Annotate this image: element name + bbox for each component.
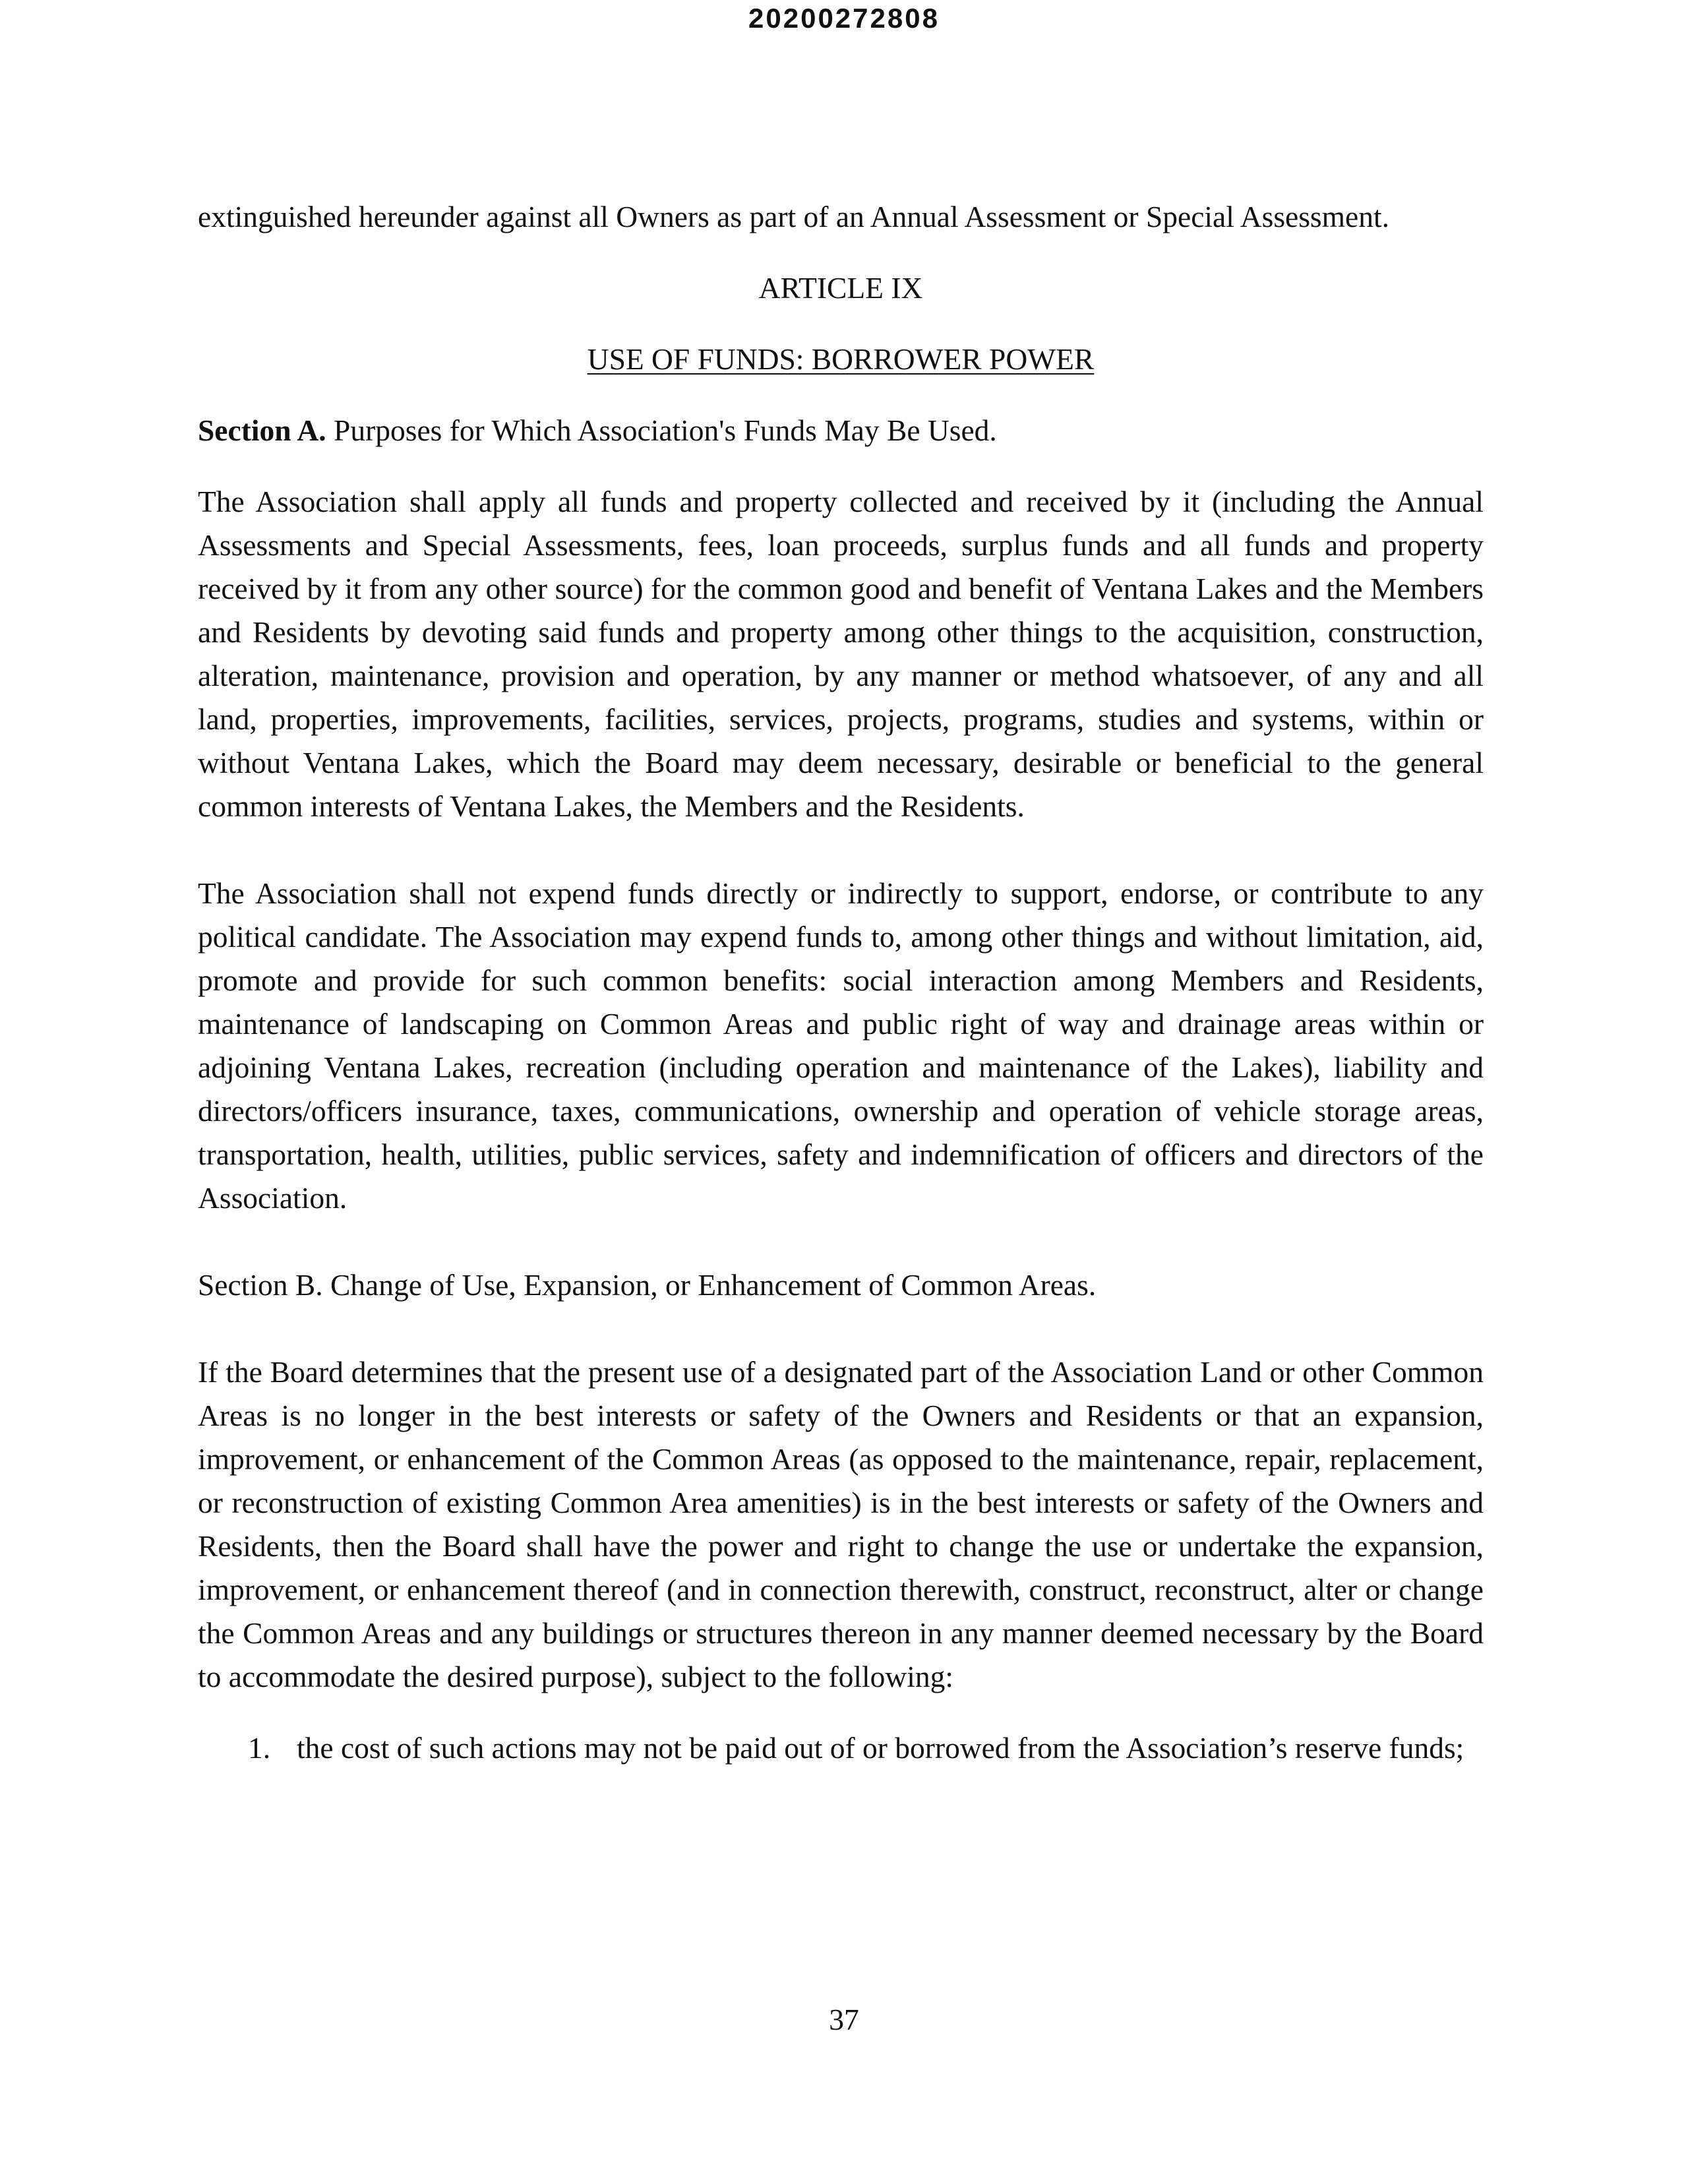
section-b-heading: Section B. Change of Use, Expansion, or Enhancement of Common Areas. [198, 1268, 1097, 1302]
intro-paragraph: extinguished hereunder against all Owners as part of an Annual Assessment or Special Assessment. [198, 200, 1389, 233]
article-subtitle-text: USE OF FUNDS: BORROWER POWER [587, 342, 1095, 376]
section-a-title: Purposes for Which Association's Funds May Be Used. [326, 413, 997, 447]
document-body [198, 195, 1484, 1770]
article-title: ARTICLE IX [758, 271, 923, 305]
list-item-text: the cost of such actions may not be paid out of or borrowed from the Association’s reserve funds; [297, 1731, 1464, 1765]
article-subtitle [198, 338, 1484, 381]
document-number: 20200272808 [748, 3, 940, 34]
section-a-paragraph-2: The Association shall not expend funds directly or indirectly to support, endorse, or contribute to any political candidate. The Association may expend funds to, among other things and without limitation, aid, promote and provide for such common benefits: social interaction among Members and Residents, maintenance of landscaping on Common Areas and public right of way and drainage areas within or adjoining Ventana Lakes, recreation (including operation and maintenance of the Lakes), liability and directors/officers insurance, taxes, communications, ownership and operation of vehicle storage areas, transportation, health, utilities, public services, safety and indemnification of officers and directors of the Association. [198, 876, 1484, 1215]
section-a-paragraph-1: The Association shall apply all funds and property collected and received by it (including the Annual Assessments and Special Assessments, fees, loan proceeds, surplus funds and all funds and property received by it from any other source) for the common good and benefit of Ventana Lakes and the Members and Residents by devoting said funds and property among other things to the acquisition, construction, alteration, maintenance, provision and operation, by any manner or method whatsoever, of any and all land, properties, improvements, facilities, services, projects, programs, studies and systems, within or without Ventana Lakes, which the Board may deem necessary, desirable or beneficial to the general common interests of Ventana Lakes, the Members and the Residents. [198, 485, 1484, 823]
list-item-number: 1. [248, 1731, 271, 1765]
section-b-paragraph-1: If the Board determines that the present use of a designated part of the Association Land or other Common Areas is no longer in the best interests or safety of the Owners and Residents or that an expansion, improvement, or enhancement of the Common Areas (as opposed to the maintenance, repair, replacement, or reconstruction of existing Common Area amenities) is in the best interests or safety of the Owners and Residents, then the Board shall have the power and right to change the use or undertake the expansion, improvement, or enhancement thereof (and in connection therewith, construct, reconstruct, alter or change the Common Areas and any buildings or structures thereon in any manner deemed necessary by the Board to accommodate the desired purpose), subject to the following: [198, 1355, 1484, 1693]
section-a-heading [198, 409, 1484, 452]
list-item [198, 1726, 1484, 1770]
page-number: 37 [829, 2003, 859, 2036]
section-a-label: Section A. [198, 413, 326, 447]
